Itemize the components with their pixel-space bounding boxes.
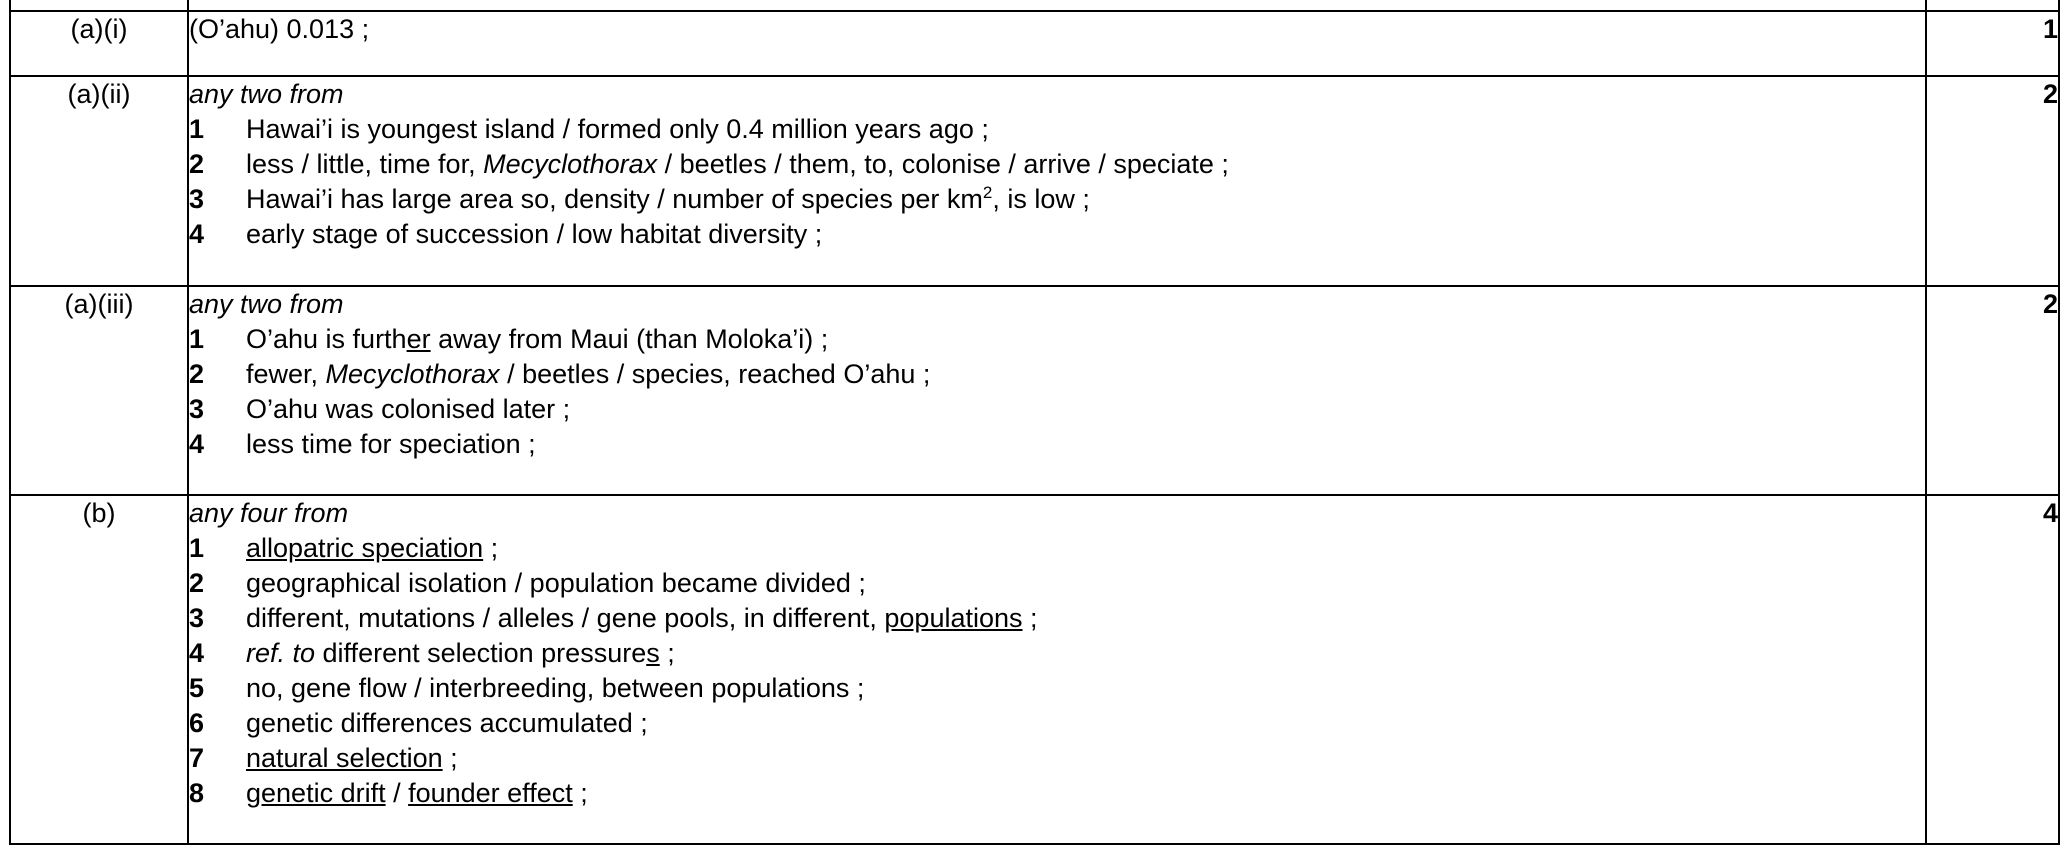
point-number: 1 <box>189 324 205 354</box>
answer-cell <box>188 76 1926 286</box>
point-text: different, mutations / alleles / gene pools, in different, populations ; <box>246 603 1038 633</box>
point-number: 3 <box>189 394 205 424</box>
table-row <box>10 11 2059 76</box>
question-number: (a)(ii) <box>10 76 188 286</box>
point-number: 1 <box>189 533 205 563</box>
point-number: 4 <box>189 219 205 249</box>
underlined-text: populations <box>884 603 1023 633</box>
table-row <box>10 76 2059 286</box>
point-text: Hawai’i is youngest island / formed only 0.4 million years ago ; <box>246 114 989 144</box>
underlined-text: natural selection <box>246 743 443 773</box>
point-text: fewer, Mecyclothorax / beetles / species, reached O’ahu ; <box>246 359 931 389</box>
answer-intro: any four from <box>189 498 349 528</box>
point-text: no, gene flow / interbreeding, between populations ; <box>246 673 865 703</box>
marking-point <box>189 322 1925 357</box>
point-number: 3 <box>189 603 205 633</box>
marking-point <box>189 217 1925 252</box>
marking-point <box>189 566 1925 601</box>
marking-point <box>189 147 1925 182</box>
table-row <box>10 495 2059 844</box>
marks-cell: 2 <box>1926 76 2059 286</box>
table-top-stub <box>10 0 2059 11</box>
point-number: 1 <box>189 114 205 144</box>
point-text: natural selection ; <box>246 743 458 773</box>
point-number: 6 <box>189 708 205 738</box>
table-row <box>10 286 2059 495</box>
superscript: 2 <box>982 183 993 202</box>
point-text: geographical isolation / population became divided ; <box>246 568 866 598</box>
point-number: 4 <box>189 429 205 459</box>
point-number: 4 <box>189 638 205 668</box>
marking-point <box>189 392 1925 427</box>
point-text: genetic differences accumulated ; <box>246 708 648 738</box>
point-text: early stage of succession / low habitat diversity ; <box>246 219 823 249</box>
marking-point <box>189 182 1925 217</box>
point-number: 3 <box>189 184 205 214</box>
point-text: allopatric speciation ; <box>246 533 499 563</box>
marking-point <box>189 741 1925 776</box>
question-number: (a)(iii) <box>10 286 188 495</box>
point-text: Hawai’i has large area so, density / number of species per $km^2$, is low ; <box>246 183 1090 214</box>
point-number: 5 <box>189 673 205 703</box>
point-text: O’ahu is further away from Maui (than Moloka’i) ; <box>246 324 829 354</box>
marking-point <box>189 112 1925 147</box>
answer-intro: any two from <box>189 79 344 109</box>
point-number: 2 <box>189 149 205 179</box>
marks-cell: 1 <box>1926 11 2059 76</box>
point-text: O’ahu was colonised later ; <box>246 394 571 424</box>
mark-scheme-table <box>9 0 2060 845</box>
marking-point <box>189 636 1925 671</box>
marking-point <box>189 427 1925 462</box>
underlined-text: genetic drift <box>246 778 386 808</box>
italic-text: ref. to <box>246 638 316 668</box>
marks-cell: 4 <box>1926 495 2059 844</box>
point-text: ref. to different selection pressures ; <box>246 638 675 668</box>
marking-point <box>189 357 1925 392</box>
point-text: genetic drift / founder effect ; <box>246 778 588 808</box>
marking-point <box>189 776 1925 811</box>
point-text: less / little, time for, Mecyclothorax / beetles / them, to, colonise / arrive / speciate ; <box>246 149 1229 179</box>
point-number: 7 <box>189 743 205 773</box>
marking-point <box>189 531 1925 566</box>
marking-point <box>189 706 1925 741</box>
question-number: (a)(i) <box>10 11 188 76</box>
marking-point <box>189 671 1925 706</box>
answer-cell <box>188 11 1926 76</box>
answer-intro: any two from <box>189 289 344 319</box>
point-text: less time for speciation ; <box>246 429 536 459</box>
question-number: (b) <box>10 495 188 844</box>
underlined-text: er <box>406 324 431 354</box>
answer-cell <box>188 286 1926 495</box>
genus-name: Mecyclothorax <box>483 149 658 179</box>
marks-cell: 2 <box>1926 286 2059 495</box>
point-number: 8 <box>189 778 205 808</box>
point-number: 2 <box>189 359 205 389</box>
underlined-text: allopatric speciation <box>246 533 484 563</box>
marking-point <box>189 601 1925 636</box>
answer-text: (O’ahu) 0.013 ; <box>189 14 370 44</box>
underlined-text: founder effect <box>408 778 573 808</box>
underlined-text: s <box>646 638 660 668</box>
answer-cell <box>188 495 1926 844</box>
point-number: 2 <box>189 568 205 598</box>
genus-name: Mecyclothorax <box>325 359 500 389</box>
